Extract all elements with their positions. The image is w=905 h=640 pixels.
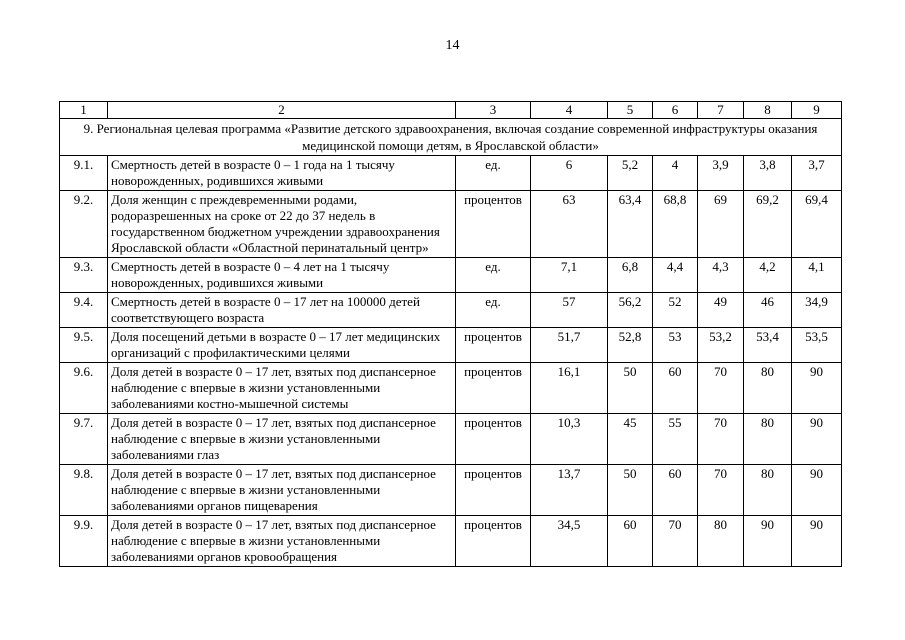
column-number: 9 (792, 102, 842, 119)
value-cell: 53,4 (744, 328, 792, 363)
indicator-name: Доля посещений детьми в возрасте 0 – 17 лет медицинских организаций с профилактическими целями (108, 328, 456, 363)
value-cell: 3,7 (792, 156, 842, 191)
value-cell: 70 (698, 465, 744, 516)
value-cell: 50 (608, 465, 653, 516)
page-number: 14 (445, 38, 460, 53)
unit-cell: ед. (456, 156, 531, 191)
value-cell: 4,4 (653, 258, 698, 293)
value-cell: 53,5 (792, 328, 842, 363)
section-title: 9. Региональная целевая программа «Развитие детского здравоохранения, включая создание современной инфраструктуры оказания медицинской помощи детям, в Ярославской области» (60, 119, 842, 156)
row-number: 9.6. (60, 363, 108, 414)
unit-cell: процентов (456, 465, 531, 516)
column-number: 8 (744, 102, 792, 119)
value-cell: 3,9 (698, 156, 744, 191)
value-cell: 6 (531, 156, 608, 191)
indicator-name: Смертность детей в возрасте 0 – 1 года на 1 тысячу новорожденных, родившихся живыми (108, 156, 456, 191)
value-cell: 80 (744, 465, 792, 516)
unit-cell: процентов (456, 516, 531, 567)
value-cell: 70 (653, 516, 698, 567)
table-row (60, 363, 842, 414)
unit-cell: ед. (456, 293, 531, 328)
column-number: 2 (108, 102, 456, 119)
value-cell: 3,8 (744, 156, 792, 191)
value-cell: 49 (698, 293, 744, 328)
indicator-name: Доля детей в возрасте 0 – 17 лет, взятых под диспансерное наблюдение с впервые в жизни установленными заболеваниями органов кровообращения (108, 516, 456, 567)
value-cell: 4,1 (792, 258, 842, 293)
value-cell: 46 (744, 293, 792, 328)
row-number: 9.4. (60, 293, 108, 328)
indicator-name: Доля детей в возрасте 0 – 17 лет, взятых под диспансерное наблюдение с впервые в жизни установленными заболеваниями глаз (108, 414, 456, 465)
value-cell: 70 (698, 363, 744, 414)
value-cell: 90 (792, 414, 842, 465)
value-cell: 69,4 (792, 191, 842, 258)
value-cell: 80 (698, 516, 744, 567)
value-cell: 16,1 (531, 363, 608, 414)
unit-cell: процентов (456, 328, 531, 363)
indicator-name: Доля женщин с преждевременными родами, родоразрешенных на сроке от 22 до 37 недель в государственном бюджетном учреждении здравоохранения Ярославской области «Областной перинатальный центр» (108, 191, 456, 258)
value-cell: 80 (744, 414, 792, 465)
column-number: 6 (653, 102, 698, 119)
indicators-table (59, 101, 842, 567)
section-row (60, 119, 842, 156)
value-cell: 53 (653, 328, 698, 363)
row-number: 9.5. (60, 328, 108, 363)
row-number: 9.9. (60, 516, 108, 567)
unit-cell: ед. (456, 258, 531, 293)
column-number: 7 (698, 102, 744, 119)
column-number: 5 (608, 102, 653, 119)
value-cell: 13,7 (531, 465, 608, 516)
row-number: 9.8. (60, 465, 108, 516)
table-row (60, 465, 842, 516)
value-cell: 63,4 (608, 191, 653, 258)
row-number: 9.2. (60, 191, 108, 258)
row-number: 9.3. (60, 258, 108, 293)
table-row (60, 258, 842, 293)
table-row (60, 191, 842, 258)
value-cell: 63 (531, 191, 608, 258)
column-number: 3 (456, 102, 531, 119)
value-cell: 56,2 (608, 293, 653, 328)
value-cell: 34,9 (792, 293, 842, 328)
column-number-row (60, 102, 842, 119)
value-cell: 51,7 (531, 328, 608, 363)
value-cell: 4,2 (744, 258, 792, 293)
table-row (60, 516, 842, 567)
value-cell: 53,2 (698, 328, 744, 363)
table-row (60, 328, 842, 363)
value-cell: 57 (531, 293, 608, 328)
value-cell: 5,2 (608, 156, 653, 191)
value-cell: 10,3 (531, 414, 608, 465)
table-row (60, 414, 842, 465)
column-number: 1 (60, 102, 108, 119)
value-cell: 52,8 (608, 328, 653, 363)
value-cell: 60 (608, 516, 653, 567)
value-cell: 34,5 (531, 516, 608, 567)
value-cell: 80 (744, 363, 792, 414)
column-number: 4 (531, 102, 608, 119)
value-cell: 52 (653, 293, 698, 328)
value-cell: 50 (608, 363, 653, 414)
value-cell: 45 (608, 414, 653, 465)
value-cell: 70 (698, 414, 744, 465)
value-cell: 90 (792, 363, 842, 414)
value-cell: 90 (744, 516, 792, 567)
row-number: 9.7. (60, 414, 108, 465)
value-cell: 90 (792, 465, 842, 516)
value-cell: 60 (653, 465, 698, 516)
unit-cell: процентов (456, 363, 531, 414)
table-row (60, 156, 842, 191)
indicator-name: Смертность детей в возрасте 0 – 17 лет на 100000 детей соответствующего возраста (108, 293, 456, 328)
indicator-name: Доля детей в возрасте 0 – 17 лет, взятых под диспансерное наблюдение с впервые в жизни установленными заболеваниями костно-мышечной системы (108, 363, 456, 414)
unit-cell: процентов (456, 191, 531, 258)
value-cell: 7,1 (531, 258, 608, 293)
value-cell: 68,8 (653, 191, 698, 258)
value-cell: 69 (698, 191, 744, 258)
unit-cell: процентов (456, 414, 531, 465)
value-cell: 60 (653, 363, 698, 414)
indicator-name: Доля детей в возрасте 0 – 17 лет, взятых под диспансерное наблюдение с впервые в жизни установленными заболеваниями органов пищеварения (108, 465, 456, 516)
value-cell: 90 (792, 516, 842, 567)
row-number: 9.1. (60, 156, 108, 191)
value-cell: 55 (653, 414, 698, 465)
value-cell: 4 (653, 156, 698, 191)
value-cell: 4,3 (698, 258, 744, 293)
table-row (60, 293, 842, 328)
indicator-name: Смертность детей в возрасте 0 – 4 лет на 1 тысячу новорожденных, родившихся живыми (108, 258, 456, 293)
value-cell: 69,2 (744, 191, 792, 258)
value-cell: 6,8 (608, 258, 653, 293)
